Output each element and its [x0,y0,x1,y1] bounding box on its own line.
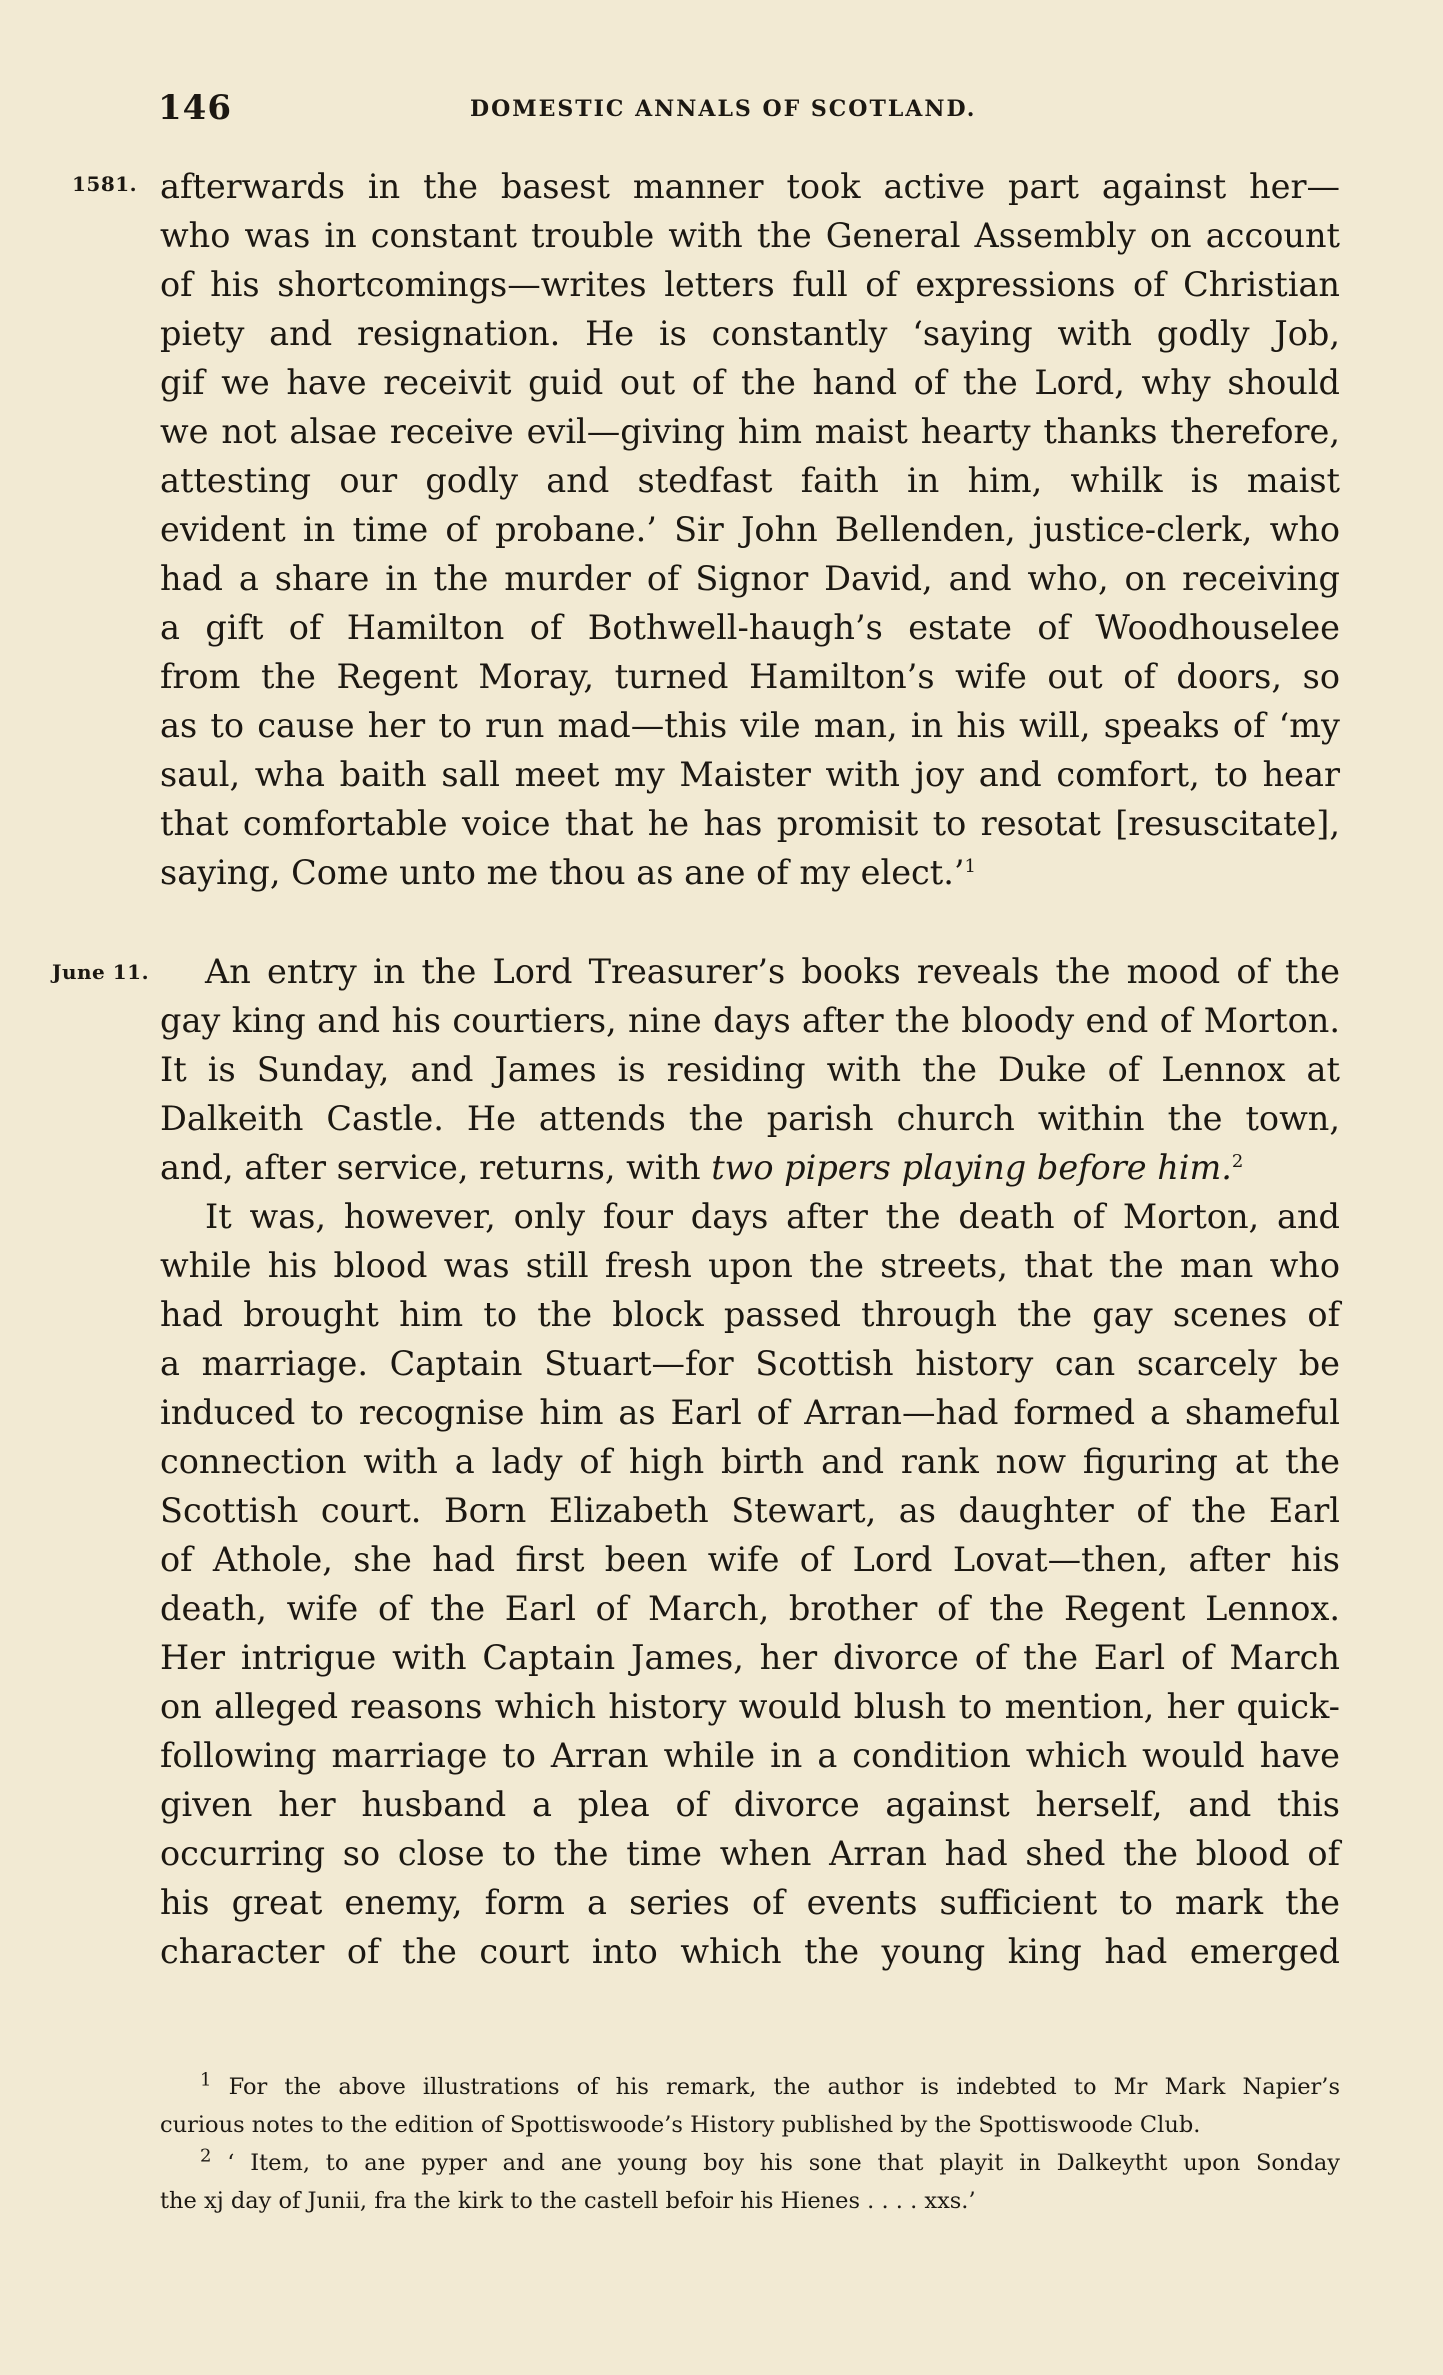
text-line: induced to recognise him as Earl of Arran—had formed a shameful [160,1393,1340,1432]
text-line: his great enemy, form a series of events sufficient to mark the [160,1883,1340,1922]
paragraph-1 [160,162,1340,897]
text-line: a marriage. Captain Stuart—for Scottish history can scarcely be [160,1344,1340,1383]
footnote-1-line [160,2068,1340,2106]
text-line-content: and, after service, returns, with [160,1148,712,1187]
text-line: Dalkeith Castle. He attends the parish church within the town, [160,1099,1340,1138]
text-line: Scottish court. Born Elizabeth Stewart, as daughter of the Earl [160,1491,1340,1530]
footnotes [160,2068,1340,2220]
running-head: DOMESTIC ANNALS OF SCOTLAND. [470,96,977,122]
page-header [158,88,1338,138]
text-line-content: saying, Come unto me thou as ane of my elect.’ [160,853,965,892]
text-line: piety and resignation. He is constantly ‘saying with godly Job, [160,314,1340,353]
text-line: Her intrigue with Captain James, her divorce of the Earl of March [160,1638,1340,1677]
text-line: from the Regent Moray, turned Hamilton’s wife out of doors, so [160,657,1340,696]
footnote-ref-1: 1 [964,855,976,877]
text-line: who was in constant trouble with the General Assembly on account [160,216,1340,255]
text-line: had brought him to the block passed through the gay scenes of [160,1295,1340,1334]
text-line: death, wife of the Earl of March, brother of the Regent Lennox. [160,1589,1340,1628]
text-line: saul, wha baith sall meet my Maister with joy and comfort, to hear [160,755,1340,794]
margin-date-note: June 11. [52,960,150,984]
page-number: 146 [158,88,232,128]
text-line: we not alsae receive evil—giving him maist hearty thanks therefore, [160,412,1340,451]
text-line: that comfortable voice that he has promisit to resotat [resuscitate], [160,804,1340,843]
text-line: evident in time of probane.’ Sir John Bellenden, justice-clerk, who [160,510,1340,549]
italic-phrase: two pipers playing before him. [711,1148,1232,1187]
footnote-2-line [160,2144,1340,2182]
text-line [160,1143,1340,1192]
text-line: following marriage to Arran while in a condition which would have [160,1736,1340,1775]
text-line: attesting our godly and stedfast faith in him, whilk is maist [160,461,1340,500]
footnote-2-line: the xj day of Junii, fra the kirk to the castell befoir his Hienes . . . . xxs.’ [160,2188,976,2214]
footnote-ref-2: 2 [1231,1150,1244,1172]
footnote-1-line: curious notes to the edition of Spottiswoode’s History published by the Spottiswoode Club. [160,2112,1201,2138]
text-line: It was, however, only four days after the death of Morton, and [205,1197,1340,1236]
text-line: It is Sunday, and James is residing with the Duke of Lennox at [160,1050,1340,1089]
footnote-1-mark: 1 [200,2069,212,2091]
text-line: character of the court into which the young king had emerged [160,1932,1340,1971]
text-line: while his blood was still fresh upon the streets, that the man who [160,1246,1340,1285]
text-line: given her husband a plea of divorce against herself, and this [160,1785,1340,1824]
text-line: afterwards in the basest manner took active part against her— [160,167,1340,206]
footnote-1-text: For the above illustrations of his remark, the author is indebted to Mr Mark Napier’s [228,2074,1341,2100]
footnote-2-mark: 2 [200,2145,212,2167]
text-line: of Athole, she had first been wife of Lord Lovat—then, after his [160,1540,1340,1579]
text-line: gay king and his courtiers, nine days after the bloody end of Morton. [160,1001,1340,1040]
text-line: a gift of Hamilton of Bothwell-haugh’s estate of Woodhouselee [160,608,1340,647]
text-line: An entry in the Lord Treasurer’s books reveals the mood of the [205,952,1340,991]
paragraph-3 [160,1192,1340,1976]
margin-year-note: 1581. [72,172,138,196]
footnote-2-text: ‘ Item, to ane pyper and ane young boy his sone that playit in Dalkeytht upon Sonday [227,2150,1340,2176]
text-line: had a share in the murder of Signor David, and who, on receiving [160,559,1340,598]
paragraph-2 [160,947,1340,1192]
text-line: on alleged reasons which history would blush to mention, her quick- [160,1687,1340,1726]
text-line: occurring so close to the time when Arran had shed the blood of [160,1834,1340,1873]
text-line: gif we have receivit guid out of the hand of the Lord, why should [160,363,1340,402]
text-line [160,848,1340,897]
text-line: of his shortcomings—writes letters full of expressions of Christian [160,265,1340,304]
text-line: as to cause her to run mad—this vile man, in his will, speaks of ‘my [160,706,1340,745]
text-line: connection with a lady of high birth and rank now figuring at the [160,1442,1340,1481]
